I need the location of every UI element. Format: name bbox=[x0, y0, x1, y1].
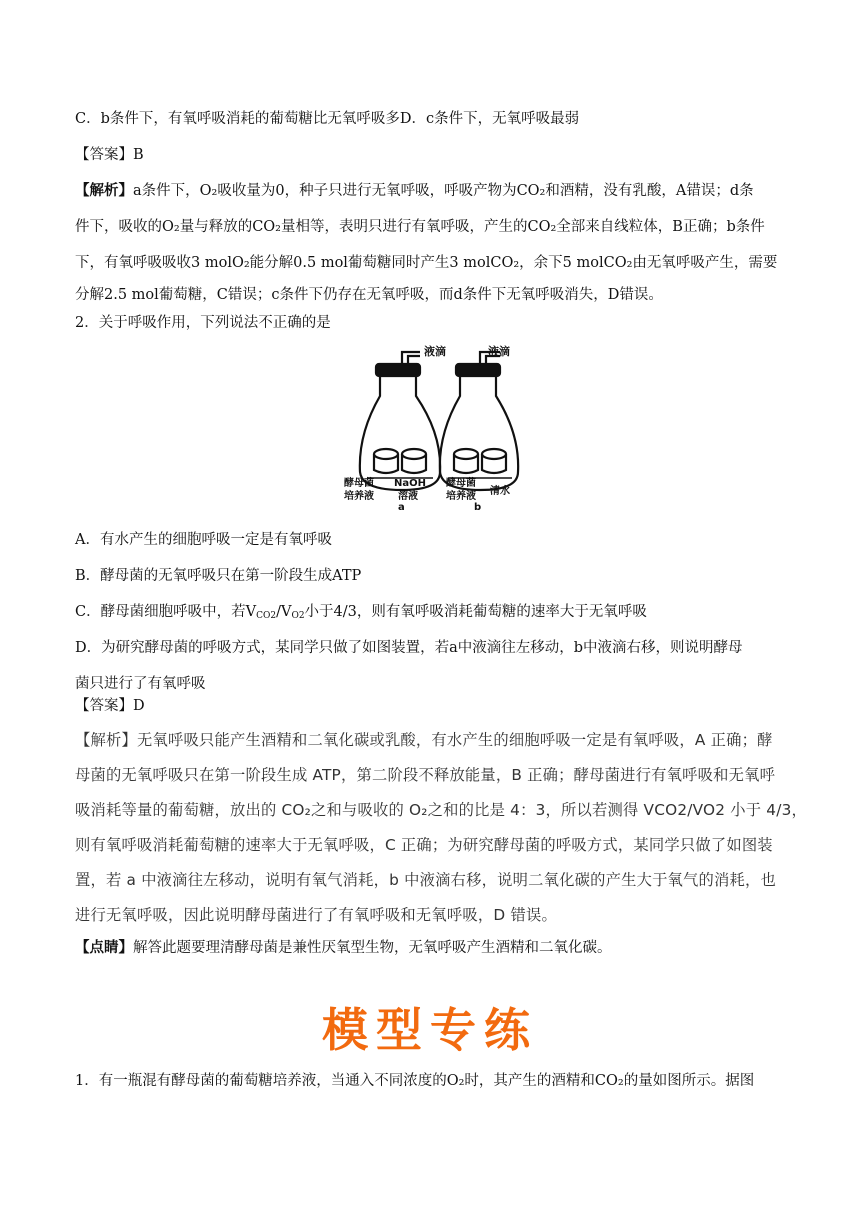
flask-b bbox=[440, 352, 518, 490]
tip-text: 解答此题要理清酵母菌是兼性厌氧型生物，无氧呼吸产生酒精和二氧化碳。 bbox=[133, 940, 612, 956]
flask-a bbox=[360, 352, 440, 490]
analysis-text: a条件下，O₂吸收量为0，种子只进行无氧呼吸，呼吸产物为CO₂和酒精，没有乳酸，A错误；d条 bbox=[133, 183, 754, 199]
option-c-text: C．酵母菌细胞呼吸中，若V bbox=[75, 604, 257, 620]
naoh-label-2: 溶液 bbox=[398, 491, 418, 502]
analysis-line bbox=[75, 181, 754, 201]
experiment-figure bbox=[328, 344, 528, 514]
water-label: 清水 bbox=[490, 486, 510, 497]
naoh-label-1: NaOH bbox=[394, 478, 426, 489]
analysis-line: 件下，吸收的O₂量与释放的CO₂量相等，表明只进行有氧呼吸，产生的CO₂全部来自线粒体，B正确；b条件 bbox=[75, 219, 765, 235]
subscript: O2 bbox=[291, 611, 305, 621]
section-title: 模型专练 bbox=[322, 1003, 538, 1057]
drop-label-a: 液滴 bbox=[424, 345, 446, 358]
analysis-line: 置，若 a 中液滴往左移动，说明有氧气消耗，b 中液滴右移，说明二氧化碳的产生大于氧气的消耗，也 bbox=[75, 871, 777, 889]
analysis-line: 分解2.5 mol葡萄糖，C错误；c条件下仍存在无氧呼吸，而d条件下无氧呼吸消失，D错误。 bbox=[75, 287, 663, 303]
option-c-text: 小于4/3，则有氧呼吸消耗葡萄糖的速率大于无氧呼吸 bbox=[304, 604, 647, 620]
practice-question: 1．有一瓶混有酵母菌的葡萄糖培养液，当通入不同浓度的O₂时，其产生的酒精和CO₂的量如图所示。据图 bbox=[75, 1073, 755, 1089]
yeast-label-a-2: 培养液 bbox=[344, 491, 374, 502]
analysis-line: 则有氧呼吸消耗葡萄糖的速率大于无氧呼吸，C 正确；为研究酵母菌的呼吸方式，某同学只做了如图装 bbox=[75, 836, 773, 854]
analysis-line: 【解析】无氧呼吸只能产生酒精和二氧化碳或乳酸，有水产生的细胞呼吸一定是有氧呼吸，A 正确；酵 bbox=[75, 731, 773, 749]
option-c bbox=[75, 602, 647, 626]
subscript: CO2 bbox=[256, 611, 277, 621]
analysis-line: 吸消耗等量的葡萄糖，放出的 CO₂之和与吸收的 O₂之和的比是 4：3，所以若测得 VCO2/VO2 小于 4/3， bbox=[75, 801, 808, 819]
analysis-label: 【解析】 bbox=[75, 182, 133, 199]
analysis-line: 下，有氧呼吸吸收3 molO₂能分解0.5 mol葡萄糖同时产生3 molCO₂，余下5 molCO₂由无氧呼吸产生，需要 bbox=[75, 255, 778, 271]
option-d-line: D．为研究酵母菌的呼吸方式，某同学只做了如图装置，若a中液滴往左移动，b中液滴右移，则说明酵母 bbox=[75, 640, 743, 656]
option-b: B．酵母菌的无氧呼吸只在第一阶段生成ATP bbox=[75, 568, 362, 584]
answer-label: 【答案】B bbox=[75, 147, 144, 163]
option-d-line: 菌只进行了有氧呼吸 bbox=[75, 676, 206, 692]
drop-label-b: 液滴 bbox=[488, 345, 510, 358]
tip-line bbox=[75, 938, 612, 958]
yeast-label-b-2: 培养液 bbox=[446, 491, 476, 502]
tip-label: 【点睛】 bbox=[75, 939, 133, 956]
yeast-label-b-1: 酵母菌 bbox=[446, 478, 476, 489]
analysis-line: 进行无氧呼吸，因此说明酵母菌进行了有氧呼吸和无氧呼吸，D 错误。 bbox=[75, 906, 557, 924]
option-a: A．有水产生的细胞呼吸一定是有氧呼吸 bbox=[75, 532, 332, 548]
question-stem: 2．关于呼吸作用，下列说法不正确的是 bbox=[75, 315, 331, 331]
option-c-text: /V bbox=[276, 604, 292, 620]
flask-b-label: b bbox=[474, 502, 482, 513]
yeast-label-a-1: 酵母菌 bbox=[344, 478, 374, 489]
option-c-previous: C．b条件下，有氧呼吸消耗的葡萄糖比无氧呼吸多D．c条件下，无氧呼吸最弱 bbox=[75, 111, 580, 127]
analysis-line: 母菌的无氧呼吸只在第一阶段生成 ATP，第二阶段不释放能量，B 正确；酵母菌进行有氧呼吸和无氧呼 bbox=[75, 766, 776, 784]
answer-label: 【答案】D bbox=[75, 698, 145, 714]
flask-a-label: a bbox=[398, 502, 405, 513]
